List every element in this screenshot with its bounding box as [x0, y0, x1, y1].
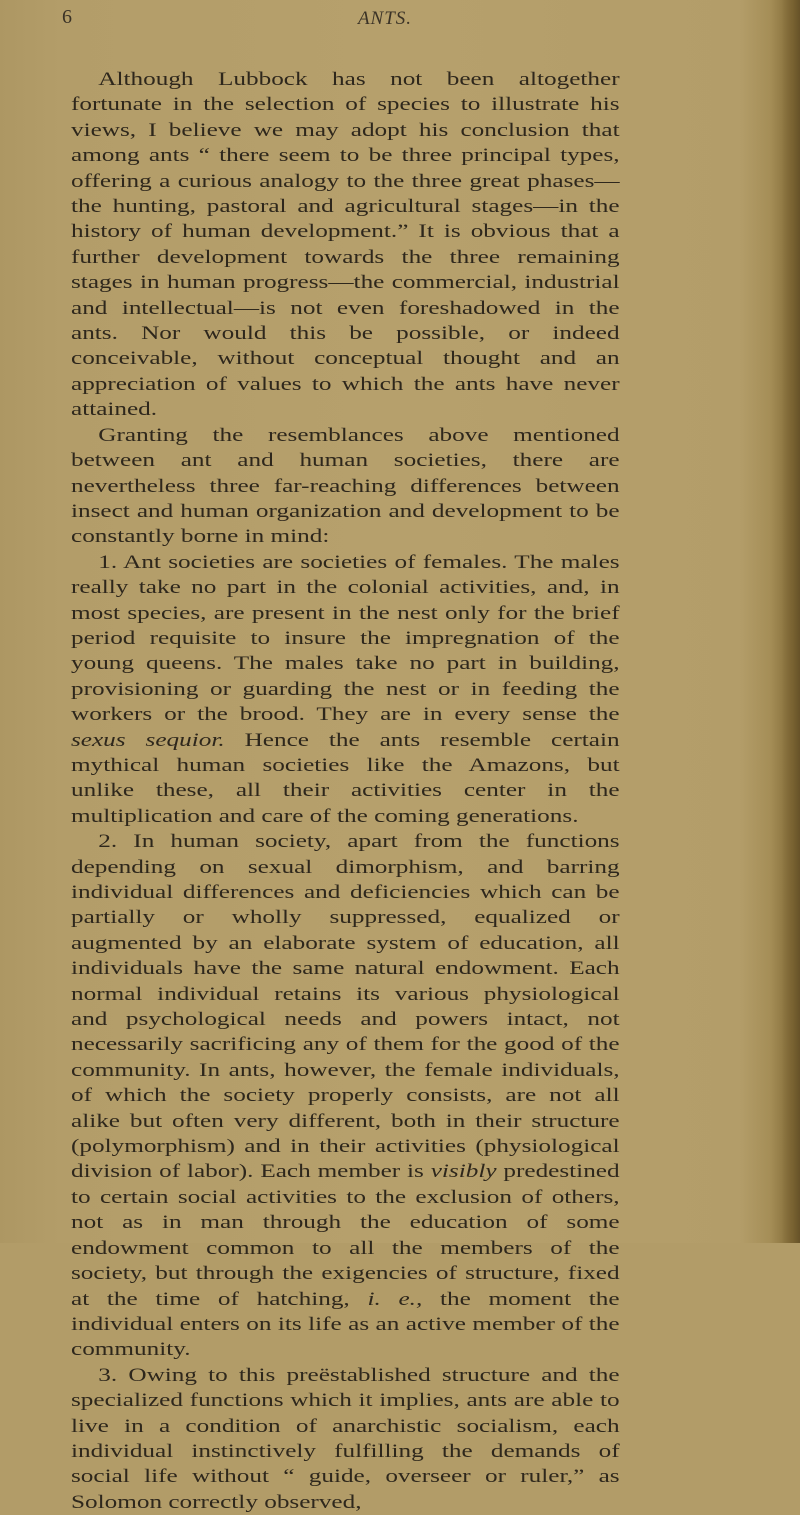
running-head: ANTS.: [357, 8, 413, 29]
paragraph-text: the moment the individual enters on its life as an active member of the community.: [71, 1288, 620, 1361]
paragraph-text: Hence the ants resemble certain mythical human societies like the Amazons, but unlike these, all their activities center in the multiplication and care of the coming generations.: [71, 729, 620, 827]
paragraph-point-1-societies-of-females: [71, 550, 620, 829]
paragraph-three-differences: Granting the resemblances above mentioned between ant and human societies, there are nevertheless three far-reaching differences between insect and human organization and development to be constantly borne in mind:: [71, 424, 620, 548]
italic-term: sexus sequior.: [71, 729, 225, 751]
paragraph-text: 2. In human society, apart from the functions depending on sexual dimorphism, and barring individual differences and deficiencies which can be partially or wholly suppressed, equalized or augmented by an elaborate system of education, all individuals have the same natural endowment. Each normal individual retains its various physiological and psychological needs and powers intact, not necessarily sacrificing any of them for the good of the community. In ants, however, the female individuals, of which the society properly consists, are not all alike but often very different, both in their structure (polymorphism) and in their activities (physiological division of labor). Each member is: [71, 831, 620, 1183]
italic-term: i. e.,: [367, 1288, 423, 1310]
paragraph-point-3-anarchistic-socialism: 3. Owing to this preëstablished structure and the specialized functions which it implies, ants are able to live in a condition of anarchistic socialism, each individual instinctively fulfilling the demands of social life without “ guide, overseer or ruler,” as Solomon correctly observed,: [71, 1364, 620, 1513]
paragraph-lubbock-conclusion: Although Lubbock has not been altogether fortunate in the selection of species to illustrate his views, I believe we may adopt his conclusion that among ants “ there seem to be three principal types, offering a curious analogy to the three great phases—the hunting, pastoral and agricultural stages—in the history of human development.” It is obvious that a further development towards the three remaining stages in human progress—the commercial, industrial and intellectual—is not even foreshadowed in the ants. Nor would this be possible, or indeed conceivable, without conceptual thought and an appreciation of values to which the ants have never attained.: [71, 69, 620, 421]
paragraph-point-2-polymorphism: [71, 829, 620, 1363]
paragraph-text: predestined to certain social activities to the exclusion of others, not as in man through the education of some endowment common to all the members of the society, but through the exigencies of structure, fixed at the time of hatching,: [71, 1161, 620, 1310]
page-gutter-shadow: [782, 0, 800, 1243]
italic-term: visibly: [430, 1161, 497, 1183]
paragraph-text: 1. Ant societies are societies of females. The males really take no part in the colonial activities, and, in most species, are present in the nest only for the brief period requisite to insure the impregnation of the young queens. The males take no part in building, provisioning or guarding the nest or in feeding the workers or the brood. They are in every sense the: [71, 551, 620, 726]
page-number: 6: [62, 6, 72, 28]
body-text: [71, 67, 620, 1515]
